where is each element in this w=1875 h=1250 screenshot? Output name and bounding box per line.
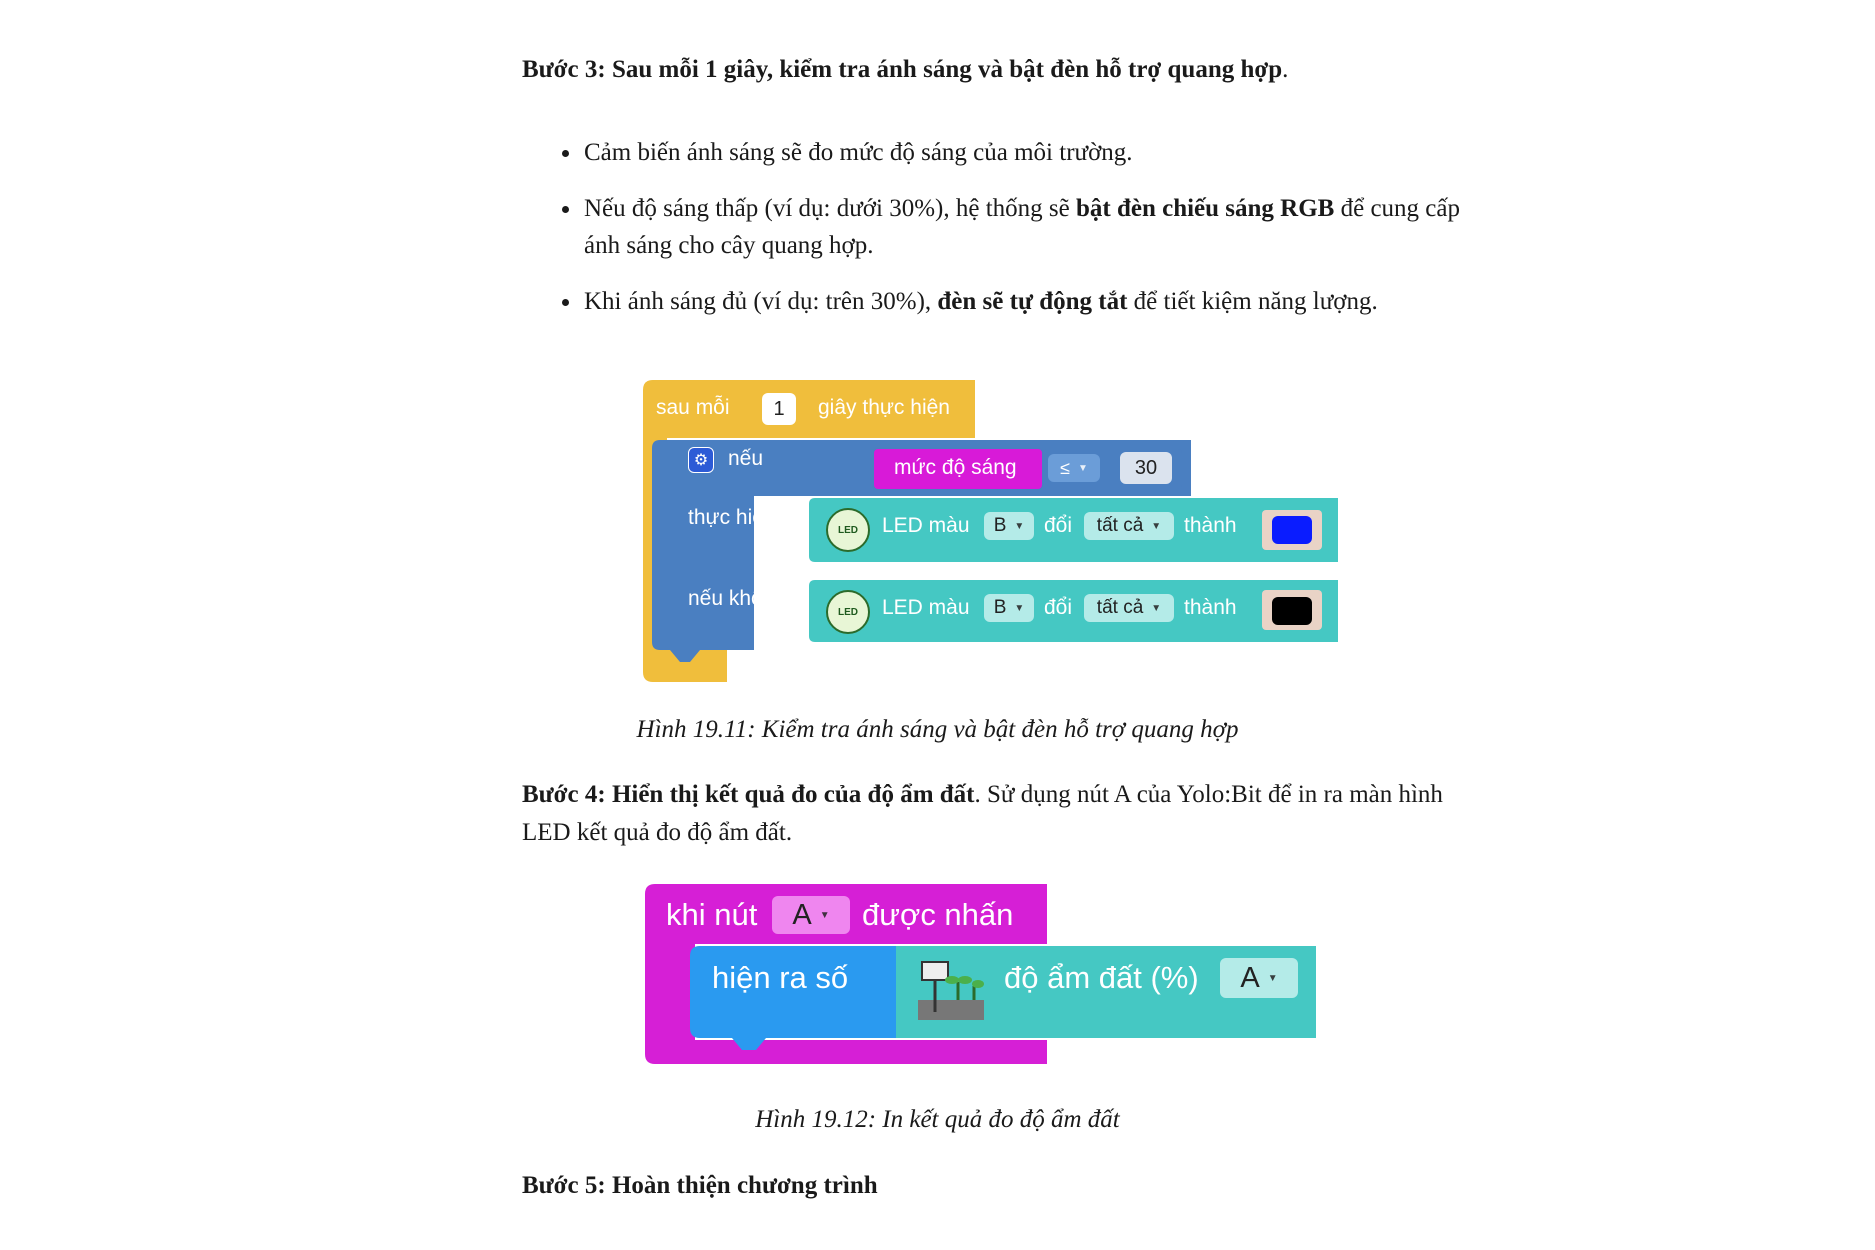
- soil-pin-dropdown[interactable]: [1220, 958, 1298, 998]
- button-dropdown[interactable]: [772, 896, 850, 934]
- chevron-down-icon: ▼: [1151, 520, 1162, 532]
- chevron-down-icon: ▼: [1014, 602, 1025, 614]
- bullet-3-bold: đèn sẽ tự động tắt: [937, 288, 1128, 315]
- chevron-down-icon: ▼: [819, 909, 830, 921]
- all-value-2: tất cả: [1096, 597, 1144, 618]
- light-level-label: mức độ sáng: [894, 456, 1017, 479]
- step5-heading: Bước 5: Hoàn thiện chương trình: [522, 1172, 878, 1199]
- then-label: thực hiện: [688, 506, 776, 529]
- operator-value: ≤: [1060, 457, 1070, 478]
- chevron-down-icon: ▼: [1151, 602, 1162, 614]
- button-value: A: [792, 898, 812, 931]
- figure-19-11-caption: Hình 19.11: Kiểm tra ánh sáng và bật đèn hỗ trợ quang hợp: [636, 716, 1239, 743]
- led-icon-text-2: LED: [838, 606, 858, 618]
- bullet-3-pre: Khi ánh sáng đủ (ví dụ: trên 30%),: [584, 288, 938, 315]
- step4-body: . Sử dụng nút A của Yolo:Bit để in ra màn hình LED kết quả đo độ ẩm đất.: [522, 781, 1443, 846]
- if-label: nếu: [728, 447, 764, 470]
- seconds-do-label: giây thực hiện: [818, 396, 950, 419]
- bullet-2-pre: Nếu độ sáng thấp (ví dụ: dưới 30%), hệ thống sẽ: [584, 195, 1076, 222]
- led-icon-text-1: LED: [838, 524, 858, 536]
- change-label-2: đổi: [1044, 596, 1073, 619]
- when-button-label: khi nút: [666, 897, 758, 932]
- soil-sensor-icon: [916, 960, 986, 1022]
- step3-title: Bước 3: Sau mỗi 1 giây, kiểm tra ánh sáng và bật đèn hỗ trợ quang hợp: [522, 56, 1283, 83]
- bullet-2-bold: bật đèn chiếu sáng RGB: [1075, 195, 1335, 222]
- led-pin-value-2: B: [993, 597, 1007, 618]
- step4-title: Bước 4: Hiển thị kết quả đo của độ ẩm đất: [522, 781, 975, 808]
- every-label: sau mỗi: [656, 396, 730, 419]
- soil-moisture-label: độ ẩm đất (%): [1004, 960, 1199, 995]
- change-label-1: đổi: [1044, 514, 1073, 537]
- step3-tail: .: [1282, 56, 1289, 83]
- chevron-down-icon: ▼: [1267, 972, 1278, 984]
- to-label-1: thành: [1184, 514, 1237, 537]
- chevron-down-icon: ▼: [1014, 520, 1025, 532]
- bullet-1-text: Cảm biến ánh sáng sẽ đo mức độ sáng của môi trường.: [584, 139, 1133, 166]
- to-label-2: thành: [1184, 596, 1237, 619]
- bullet-2-post: để cung cấp ánh sáng cho cây quang hợp.: [584, 195, 1460, 259]
- threshold-input[interactable]: 30: [1120, 452, 1172, 484]
- led-pin-value-1: B: [993, 515, 1007, 536]
- show-number-label: hiện ra số: [712, 960, 849, 995]
- gear-icon[interactable]: ⚙: [688, 447, 714, 473]
- soil-pin-value: A: [1240, 961, 1260, 994]
- led-label-2: LED màu: [882, 596, 970, 619]
- interval-input[interactable]: 1: [762, 393, 796, 425]
- soil-sensor-icon-graphic: [916, 960, 986, 1022]
- bullet-3-post: để tiết kiệm năng lượng.: [1127, 288, 1378, 315]
- else-label: nếu không: [688, 587, 787, 610]
- chevron-down-icon: ▼: [1077, 462, 1088, 474]
- all-value-1: tất cả: [1096, 515, 1144, 536]
- led-label-1: LED màu: [882, 514, 970, 537]
- pressed-label: được nhấn: [862, 897, 1014, 932]
- figure-19-12-caption: Hình 19.12: In kết quả đo độ ẩm đất: [755, 1106, 1120, 1133]
